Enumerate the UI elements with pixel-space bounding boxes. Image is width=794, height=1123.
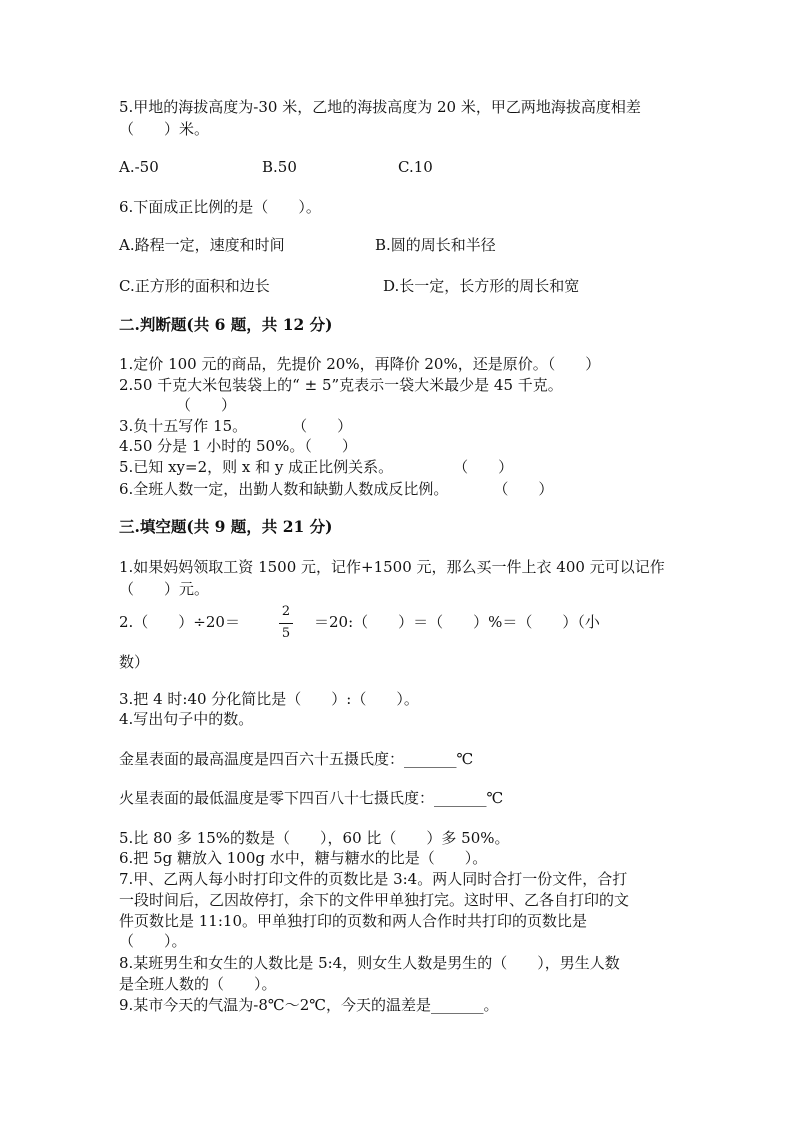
fill-q6: 6.把 5g 糖放入 100g 水中，糖与糖水的比是（ ）。 bbox=[119, 849, 488, 867]
fill-q7-line3: 件页数比是 11:10。甲单独打印的页数和两人合作时共打印的页数比是 bbox=[119, 912, 587, 930]
fill-q4-venus: 金星表面的最高温度是四百六十五摄氏度：_______℃ bbox=[119, 750, 474, 768]
fill-q2-left: 2.（ ）÷20＝ bbox=[119, 613, 240, 631]
fraction bbox=[279, 604, 293, 642]
judge-item-5: 5.已知 xy=2，则 x 和 y 成正比例关系。 （ ） bbox=[119, 458, 514, 476]
fill-q8-line1: 8.某班男生和女生的人数比是 5:4，则女生人数是男生的（ ），男生人数 bbox=[119, 954, 620, 972]
section2-title: 二.判断题(共 6 题，共 12 分) bbox=[119, 315, 333, 334]
fill-q2-right: ＝20:（ ）＝（ ）%＝（ ）（小 bbox=[314, 613, 600, 631]
section3-title: 三.填空题(共 9 题，共 21 分) bbox=[119, 517, 333, 536]
judge-item-4: 4.50 分是 1 小时的 50%。（ ） bbox=[119, 437, 357, 455]
q6-option-c: C.正方形的面积和边长 bbox=[119, 277, 270, 295]
judge-item-6: 6.全班人数一定，出勤人数和缺勤人数成反比例。 （ ） bbox=[119, 480, 554, 498]
fill-q4-mars: 火星表面的最低温度是零下四百八十七摄氏度：_______℃ bbox=[119, 789, 504, 807]
fraction-numerator: 2 bbox=[281, 604, 291, 619]
fill-q5: 5.比 80 多 15%的数是（ ），60 比（ ）多 50%。 bbox=[119, 829, 510, 847]
q5-line1: 5.甲地的海拔高度为-30 米，乙地的海拔高度为 20 米，甲乙两地海拔高度相差 bbox=[119, 98, 641, 116]
fill-q7-line2: 一段时间后，乙因故停打，余下的文件甲单独打完。这时甲、乙各自打印的文 bbox=[119, 891, 630, 909]
fill-q8-line2: 是全班人数的（ ）。 bbox=[119, 975, 277, 993]
q6-stem: 6.下面成正比例的是（ ）。 bbox=[119, 198, 321, 216]
fraction-denominator: 5 bbox=[281, 626, 291, 641]
q5-line2: （ ）米。 bbox=[119, 120, 210, 138]
q5-option-a: A.-50 bbox=[119, 158, 159, 176]
q6-option-a: A.路程一定，速度和时间 bbox=[119, 236, 285, 254]
fraction-bar bbox=[279, 623, 293, 624]
fill-q7-line1: 7.甲、乙两人每小时打印文件的页数比是 3:4。两人同时合打一份文件，合打 bbox=[119, 870, 628, 888]
fill-q2-line2: 数） bbox=[119, 653, 150, 671]
q5-option-c: C.10 bbox=[398, 158, 433, 176]
judge-item-2: 2.50 千克大米包装袋上的“ ± 5”克表示一袋大米最少是 45 千克。 bbox=[119, 376, 563, 394]
q6-option-d: D.长一定，长方形的周长和宽 bbox=[383, 277, 580, 295]
judge-item-2-blank: （ ） bbox=[176, 396, 237, 414]
judge-item-3: 3.负十五写作 15。 （ ） bbox=[119, 417, 353, 435]
fill-q1-line2: （ ）元。 bbox=[119, 580, 210, 598]
fill-q9: 9.某市今天的气温为-8℃～2℃，今天的温差是_______。 bbox=[119, 996, 499, 1014]
fill-q4: 4.写出句子中的数。 bbox=[119, 710, 254, 728]
q5-option-b: B.50 bbox=[262, 158, 297, 176]
fill-q1-line1: 1.如果妈妈领取工资 1500 元，记作+1500 元，那么买一件上衣 400 元可以记作 bbox=[119, 558, 665, 576]
fill-q7-line4: （ ）。 bbox=[119, 932, 187, 950]
fill-q3: 3.把 4 时:40 分化简比是（ ）:（ ）。 bbox=[119, 690, 419, 708]
judge-item-1: 1.定价 100 元的商品，先提价 20%，再降价 20%，还是原价。（ ） bbox=[119, 355, 601, 373]
q6-option-b: B.圆的周长和半径 bbox=[375, 236, 496, 254]
